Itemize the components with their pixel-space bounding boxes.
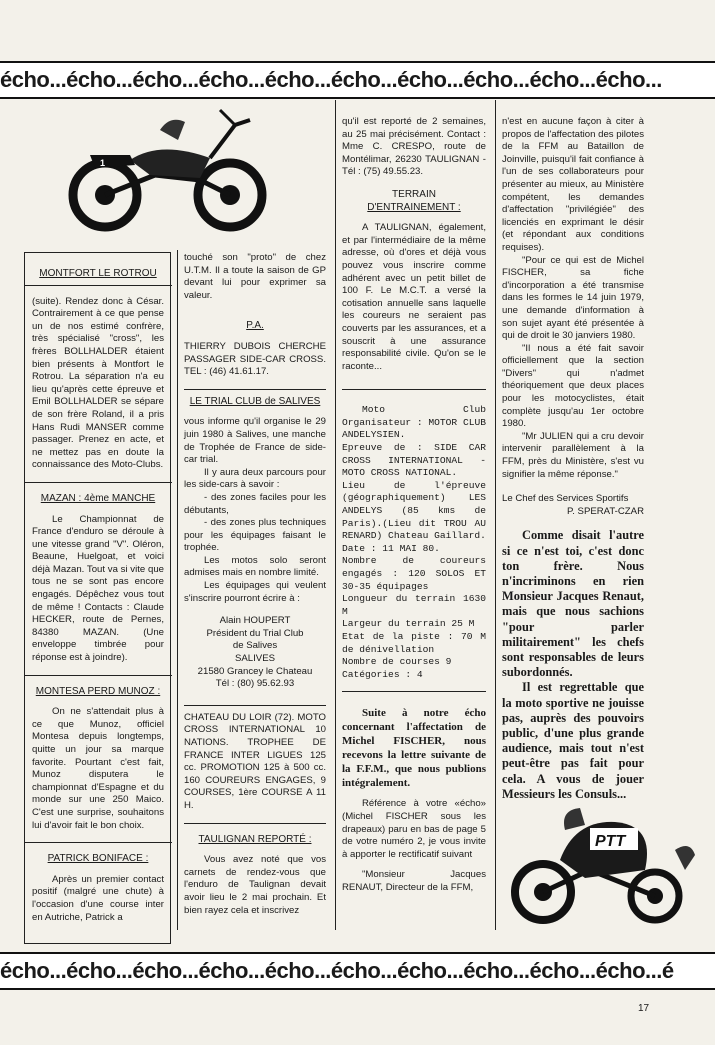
form-line: Nombre de courses 9 [342,656,452,668]
column-2 [184,252,326,917]
article-salives-6: Les équipages qui veulent s'inscrire pourront écrire à : [184,580,326,604]
echo-banner-top [0,61,715,99]
ptt-rider-illustration [505,800,710,928]
article-montesa: On ne s'attendait plus à ce que Munoz, officiel Montesa depuis longtemps, quitte un jour sa marque favorite. Pourtant c'est fait, Munoz disputera le championnat d'Espagne et du monde sur une 250 Maico. C'est une surprise, souhaitons lui d'avoir fait le bon choix. [32,706,164,831]
article-boniface: Après un premier contact positif (malgré une chute) à l'occasion d'une course inter en Autriche, Patrick a [32,873,164,923]
letter-p2: "Il nous a été fait savoir officiellement que la section "Divers" qui n'admet théoriquement que deux places pour les motocyclistes, était complète jusqu'au 1er octobre 1980. [502,342,644,430]
svg-text:1: 1 [100,158,106,168]
heading-montfort: MONTFORT LE ROTROU [39,268,157,279]
article-terrain: A TAULIGNAN, également, et par l'intermédiaire de la même adresse, où d'ores et déjà vous pouvez vous inscrire comme adhérent avec un petit billet de 100 F. Le M.C.T. a versé la cotisation annuelle sans laquelle les coureurs ne seraient pas couverts par les assurances, et a souscrit à une assurance responsabilité civile. Qu'on se le raconte... [342,222,486,372]
heading-mazan: MAZAN : 4ème MANCHE [40,492,156,504]
form-line: Etat de la piste : 70 M de dénivellation [342,630,486,655]
form-line: Lieu de l'épreuve (géographiquement) LES ANDELYS (85 kms de Paris).(Lieu dit TROU AU RENARD) Chateau Gaillard. [342,479,486,542]
signature-name: P. SPERAT-CZAR [567,505,644,517]
echo-banner-top-text: écho...écho...écho...écho...écho...écho...écho...écho...écho...écho... [0,67,662,92]
rule [342,691,486,692]
editorial-p1: Comme disait l'autre si ce n'est toi, c'est donc ton frère. Nous n'incriminons en rien Monsieur Jacques Renaut, mais que nous sachions "pour parler militairement" les chefs sont responsables de leurs subordonnés. [502,528,644,680]
ptt-label: PTT [595,833,626,850]
heading-boniface: PATRICK BONIFACE : [47,853,149,865]
article-taulignan-cont: qu'il est reporté de 2 semaines, au 25 mai précisément. Contact : Mme C. CRESPO, route de Montélimar, 26230 TAULIGNAN - Tél : (75) 49.55.23. [342,116,486,178]
column-divider [177,250,178,930]
echo-banner-bottom-text: écho...écho...écho...écho...écho...écho...écho...écho...écho...écho...é [0,958,674,983]
letter-cont: n'est en aucune façon à citer à propos de l'affectation des pilotes de la FFM au Bataillon de Joinville, puisqu'il fait confiance à l'un de ses collaborateurs pour présenter au mieux, au Ministère compétent, les demandes d'affectation "privilégiée" des licenciés en exprimant le désir (et répondant aux conditions requises). [502,116,644,253]
article-chateau-du-loir: CHATEAU DU LOIR (72). MOTO CROSS INTERNATIONAL 10 NATIONS. TROPHEE DE FRANCE INTER LIGUES 125 cc. PROMOTION 125 à 500 cc. 160 COUREURS ENGAGES, 9 COURSES, 1ère COURSE A 11 H. [184,711,326,811]
column-3 [342,116,486,895]
address-line: SALIVES [235,653,275,665]
article-salives-4: - des zones plus techniques pour les équipages faisant le trophée. [184,517,326,554]
rule [184,823,326,824]
column-4 [502,116,644,802]
rule [184,705,326,706]
address-line: Président du Trial Club [206,627,304,639]
page-number: 17 [638,1003,650,1014]
article-boniface-cont: touché son "proto" de chez U.T.M. Il a toute la saison de GP devant lui pour exprimer sa valeur. [184,252,326,301]
echo-banner-bottom [0,952,715,990]
column-1 [32,262,164,924]
form-line: Moto Club Organisateur : MOTOR CLUB ANDELYSIEN. [342,404,486,441]
heading-trial-salives: LE TRIAL CLUB de SALIVES [189,395,321,407]
column-divider [335,100,336,930]
heading-terrain-2: D'ENTRAINEMENT : [367,201,461,213]
rule [24,285,172,286]
article-fischer-intro: Suite à notre écho concernant l'affectation de Michel FISCHER, nous recevons la lettre suivante de la F.F.M., que nous publions intégralement. [342,707,486,790]
form-line: Catégories : 4 [342,668,423,680]
rule [24,842,172,843]
motorcycle-illustration [60,100,280,240]
heading-pa: P.A. [246,320,264,332]
address-line: Tél : (80) 95.62.93 [215,678,295,690]
andelys-form [342,404,486,681]
rule [24,482,172,483]
article-fischer-letter: "Monsieur Jacques RENAUT, Directeur de la FFM, [342,869,486,893]
form-line: Nombre de coureurs engagés : 120 SOLOS ET 30-35 équipages [342,555,486,592]
heading-montesa: MONTESA PERD MUNOZ : [35,685,161,697]
letter-p1: "Pour ce qui est de Michel FISCHER, sa fiche d'incorporation a été transmise dans les formes le 14 juin 1979, une demande d'information à son sujet ayant été présentée à qui de droit le 30 janviers 1980. [502,254,644,342]
article-salives-3: - des zones faciles pour les débutants, [184,491,326,516]
signature-title: Le Chef des Services Sportifs [502,493,629,505]
article-mazan: Le Championnat de France d'enduro se déroule à une vitesse grand "V". Oléron, Beaune, Huelgoat, et voici déjà Mazan. Tout va si vite que tous ne se sont pas encore engagés. Dépêchez vous tout de même ! Contacts : Claude HECKER, route de Pernes, 84380 MAZAN. (Une enveloppe timbrée pour réponse est à joindre). [32,513,164,664]
form-line: Largeur du terrain 25 M [342,618,475,630]
article-taulignan: Vous avez noté que vos carnets de rendez-vous que l'enduro de Taulignan devait avoir lieu le 2 mai prochain. Et bien rayez cela et inscrivez [184,854,326,916]
rule [342,389,486,390]
article-montfort: (suite). Rendez donc à César. Contrairement à ce que pense un de nos estimé confrère, très spécialisé "cross", les frères BOLLHALDER étaient bien présents à Montfort le Rotrou. La séparation n'a eu lieu qu'après cette épreuve et Emil BOLLHALDER se sépare de son frère Roland, il a pris Hans Rudi MANSER comme passager. Prenez en acte, et ne mettez pas en doute la connaissance des Moto-Clubs. [32,295,164,471]
address-line: de Salives [232,640,278,652]
form-line: Date : 11 MAI 80. [342,542,440,554]
article-fischer-ref: Référence à votre «écho» (Michel FISCHER sous les drapeaux) paru en bas de page 5 de votre numéro 2, je vous invite à apporter le rectificatif suivant [342,798,486,860]
heading-terrain-1: TERRAIN [392,188,436,200]
letter-p3: "Mr JULIEN qui a cru devoir intervenir parallèlement à la FFM, près du Ministère, s'est vu signifier la même réponse." [502,430,644,480]
address-line: Alain HOUPERT [219,615,291,627]
salives-address [184,615,326,691]
form-line: Longueur du terrain 1630 M [342,593,486,617]
heading-taulignan-reporte: TAULIGNAN REPORTÉ : [198,833,312,845]
article-salives-1: vous informe qu'il organise le 29 juin 1980 à Salives, une manche de Trophée de France de side-car trial. [184,416,326,466]
article-pa: THIERRY DUBOIS CHERCHE PASSAGER SIDE-CAR CROSS. TEL : (46) 41.61.17. [184,340,326,378]
article-salives-2: Il y aura deux parcours pour les side-cars à savoir : [184,466,326,491]
rule [184,389,326,390]
editorial-p2: Il est regrettable que la moto sportive ne jouisse pas, auprès des pouvoirs public, d'une plus grande audience, mais tout n'est peut-être pas fait pour cela. A vous de jouer Messieurs les Consuls... [502,680,644,801]
address-line: 21580 Grancey le Chateau [197,665,313,677]
form-line: Epreuve de : SIDE CAR CROSS INTERNATIONAL - MOTO CROSS NATIONAL. [342,442,486,479]
rule [24,675,172,676]
column-divider [495,100,496,930]
article-salives-5: Les motos solo seront admises mais en nombre limité. [184,554,326,579]
